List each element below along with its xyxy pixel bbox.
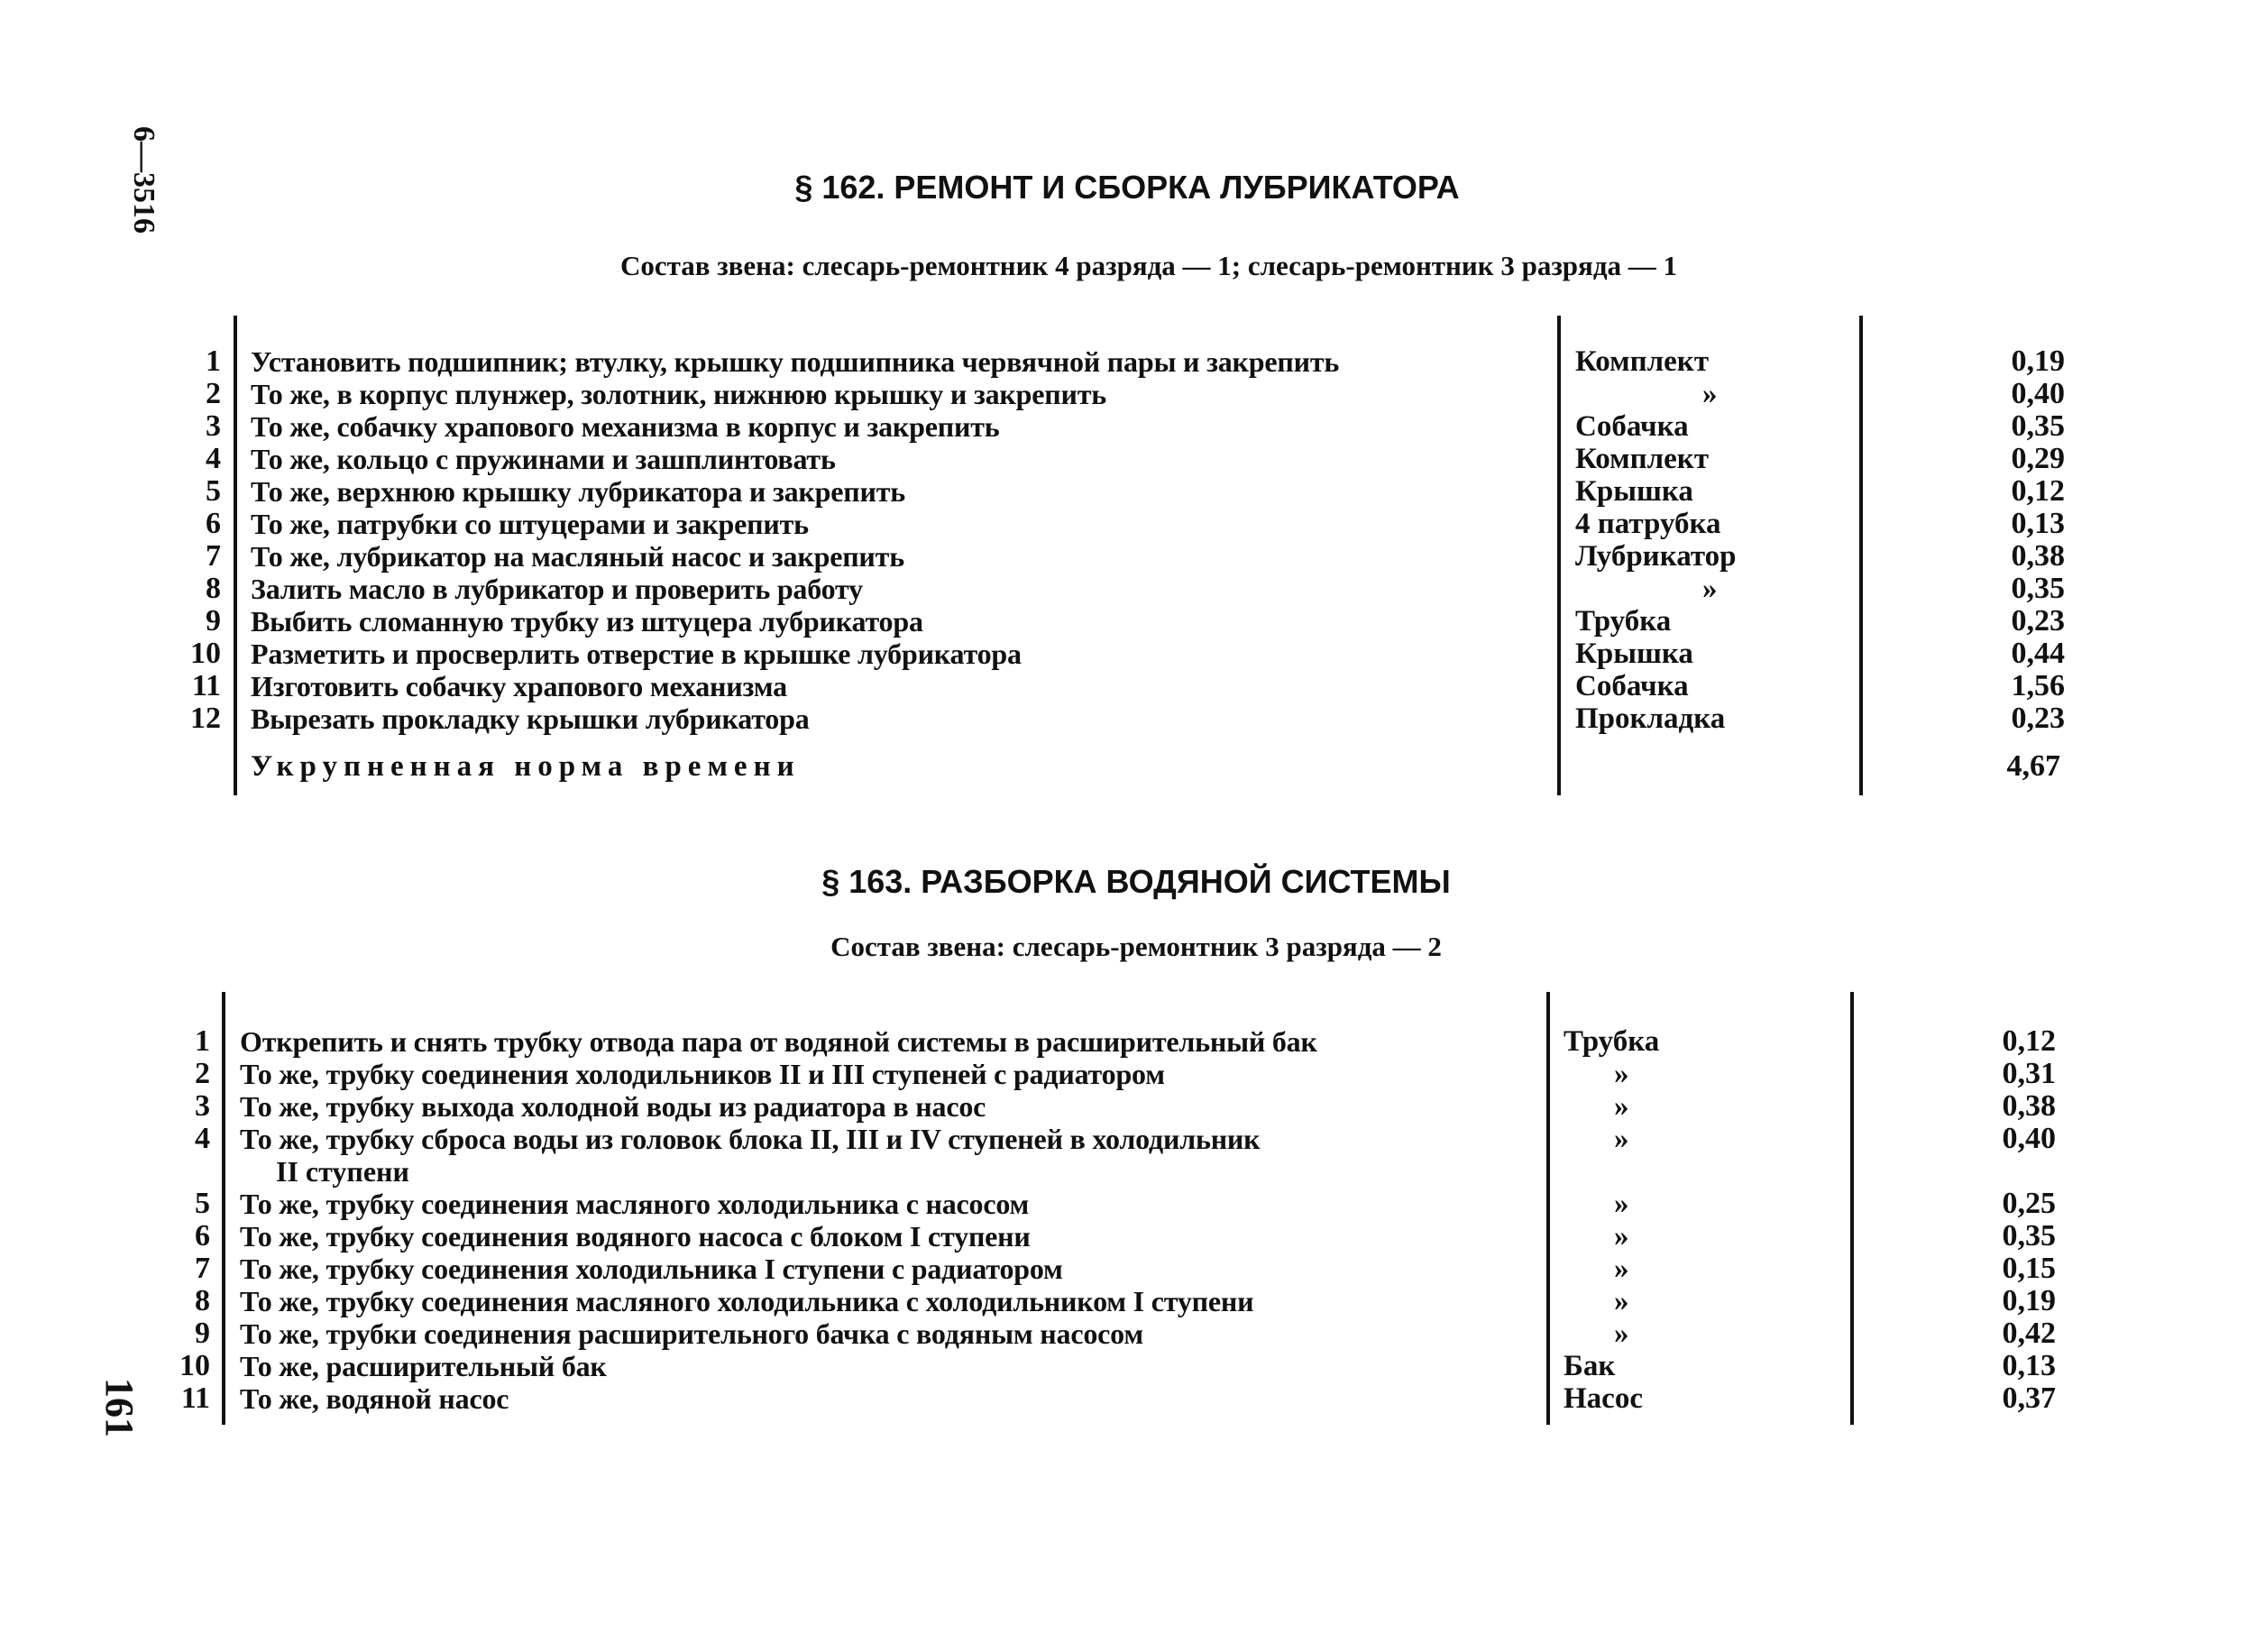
row-operation: Вырезать прокладку крышки лубрикатора <box>251 702 810 735</box>
row-norm: 0,12 <box>2002 1024 2056 1058</box>
s1-rule-left <box>234 316 237 795</box>
row-operation: Установить подшипник; втулку, крышку подшипника червячной пары и закрепить <box>251 345 1340 378</box>
row-number: 3 <box>195 1089 210 1123</box>
row-unit: Лубрикатор <box>1575 540 1737 573</box>
row-norm: 0,29 <box>2011 442 2065 475</box>
row-norm: 0,31 <box>2002 1057 2056 1090</box>
row-operation: То же, трубку соединения масляного холодильника с насосом <box>240 1188 1030 1220</box>
s2-rule-left <box>222 992 225 1425</box>
row-unit: » <box>1614 1123 1629 1155</box>
row-operation: Разметить и просверлить отверстие в крышке лубрикатора <box>251 638 1022 670</box>
row-unit: Насос <box>1564 1382 1643 1415</box>
row-operation: То же, трубку соединения масляного холодильника с холодильником I ступени <box>240 1285 1254 1317</box>
row-norm: 0,40 <box>2002 1122 2056 1155</box>
row-number: 4 <box>195 1122 210 1155</box>
row-number: 7 <box>195 1252 210 1285</box>
s1-total-label: Укрупненная норма времени <box>251 750 801 783</box>
row-norm: 0,23 <box>2011 604 2065 638</box>
row-number: 10 <box>190 637 221 670</box>
row-unit: » <box>1614 1188 1629 1220</box>
row-unit: Собачка <box>1575 410 1689 443</box>
row-norm: 0,38 <box>2002 1089 2056 1123</box>
row-number: 11 <box>191 669 221 702</box>
s1-rule-right <box>1859 316 1863 795</box>
row-unit: » <box>1614 1317 1629 1350</box>
row-operation: То же, водяной насос <box>240 1382 509 1415</box>
row-operation: То же, трубку выхода холодной воды из радиатора в насос <box>240 1090 986 1123</box>
row-norm: 0,35 <box>2011 572 2065 605</box>
row-unit: Собачка <box>1575 670 1689 702</box>
section-163-title: § 163. РАЗБОРКА ВОДЯНОЙ СИСТЕМЫ <box>821 863 1451 900</box>
s2-rule-mid <box>1546 992 1550 1425</box>
row-norm: 0,12 <box>2011 474 2065 508</box>
row-unit: » <box>1614 1285 1629 1317</box>
row-operation: То же, трубку соединения водяного насоса с блоком I ступени <box>240 1220 1031 1253</box>
row-unit: » <box>1614 1253 1629 1285</box>
row-number: 9 <box>195 1317 210 1350</box>
row-number: 6 <box>195 1219 210 1253</box>
row-operation: То же, в корпус плунжер, золотник, нижнюю крышку и закрепить <box>251 378 1106 410</box>
row-number: 7 <box>206 539 221 573</box>
row-unit: Комплект <box>1575 443 1710 475</box>
row-norm: 0,35 <box>2011 409 2065 443</box>
row-operation: То же, трубку соединения холодильника I ступени с радиатором <box>240 1253 1063 1285</box>
section-162-title: § 162. РЕМОНТ И СБОРКА ЛУБРИКАТОРА <box>794 169 1460 206</box>
row-operation: То же, расширительный бак <box>240 1350 607 1382</box>
row-norm: 0,15 <box>2002 1252 2056 1285</box>
row-operation-continuation: II ступени <box>276 1155 409 1188</box>
row-norm: 0,25 <box>2002 1187 2056 1220</box>
row-norm: 0,44 <box>2011 637 2065 670</box>
s1-rule-mid <box>1557 316 1561 795</box>
row-operation: Залить масло в лубрикатор и проверить работу <box>251 573 863 605</box>
row-number: 8 <box>206 572 221 605</box>
row-number: 10 <box>179 1349 210 1382</box>
row-number: 9 <box>206 604 221 638</box>
document-code: 6—3516 <box>127 126 160 234</box>
row-norm: 0,13 <box>2002 1349 2056 1382</box>
row-norm: 0,38 <box>2011 539 2065 573</box>
s1-total-value: 4,67 <box>2006 749 2060 783</box>
row-unit: » <box>1614 1090 1629 1123</box>
page-number: 161 <box>97 1378 142 1437</box>
row-operation: То же, трубку соединения холодильников II и III ступеней с радиатором <box>240 1058 1165 1090</box>
row-number: 2 <box>195 1057 210 1090</box>
row-operation: То же, кольцо с пружинами и зашплинтовать <box>251 443 836 475</box>
section-162-crew: Состав звена: слесарь-ремонтник 4 разряда — 1; слесарь-ремонтник 3 разряда — 1 <box>619 250 1678 281</box>
row-unit: Трубка <box>1564 1025 1660 1058</box>
row-norm: 0,19 <box>2011 344 2065 378</box>
row-number: 2 <box>206 377 221 410</box>
row-norm: 0,37 <box>2002 1381 2056 1415</box>
row-number: 5 <box>206 474 221 508</box>
row-unit: 4 патрубка <box>1575 508 1721 540</box>
row-unit: » <box>1614 1220 1629 1253</box>
row-unit: Бак <box>1564 1350 1616 1382</box>
row-norm: 0,13 <box>2011 507 2065 540</box>
row-number: 1 <box>195 1024 210 1058</box>
row-norm: 1,56 <box>2011 669 2065 702</box>
row-number: 6 <box>206 507 221 540</box>
row-unit: Комплект <box>1575 345 1710 378</box>
row-unit: » <box>1702 573 1718 605</box>
row-norm: 0,19 <box>2002 1284 2056 1317</box>
row-number: 8 <box>195 1284 210 1317</box>
row-operation: То же, трубки соединения расширительного бачка с водяным насосом <box>240 1317 1143 1350</box>
row-operation: То же, трубку сброса воды из головок блока II, III и IV ступеней в холодильник <box>240 1123 1261 1155</box>
row-operation: То же, собачку храпового механизма в корпус и закрепить <box>251 410 1000 443</box>
row-operation: Открепить и снять трубку отвода пара от водяной системы в расширительный бак <box>240 1025 1317 1058</box>
row-operation: Изготовить собачку храпового механизма <box>251 670 787 702</box>
row-number: 3 <box>206 409 221 443</box>
row-norm: 0,35 <box>2002 1219 2056 1253</box>
row-norm: 0,42 <box>2002 1317 2056 1350</box>
section-163-crew: Состав звена: слесарь-ремонтник 3 разряда — 2 <box>830 931 1442 962</box>
row-unit: » <box>1614 1058 1629 1090</box>
row-number: 12 <box>190 702 221 735</box>
row-unit: Трубка <box>1575 605 1672 638</box>
row-number: 4 <box>206 442 221 475</box>
row-unit: Крышка <box>1575 638 1693 670</box>
row-number: 11 <box>180 1381 210 1415</box>
row-operation: То же, патрубки со штуцерами и закрепить <box>251 508 809 540</box>
row-number: 5 <box>195 1187 210 1220</box>
row-operation: То же, верхнюю крышку лубрикатора и закрепить <box>251 475 905 508</box>
row-operation: Выбить сломанную трубку из штуцера лубрикатора <box>251 605 923 638</box>
row-operation: То же, лубрикатор на масляный насос и закрепить <box>251 540 904 573</box>
row-unit: » <box>1702 378 1718 410</box>
row-unit: Прокладка <box>1575 702 1726 735</box>
row-unit: Крышка <box>1575 475 1693 508</box>
row-norm: 0,23 <box>2011 702 2065 735</box>
s2-rule-right <box>1850 992 1854 1425</box>
row-norm: 0,40 <box>2011 377 2065 410</box>
row-number: 1 <box>206 344 221 378</box>
